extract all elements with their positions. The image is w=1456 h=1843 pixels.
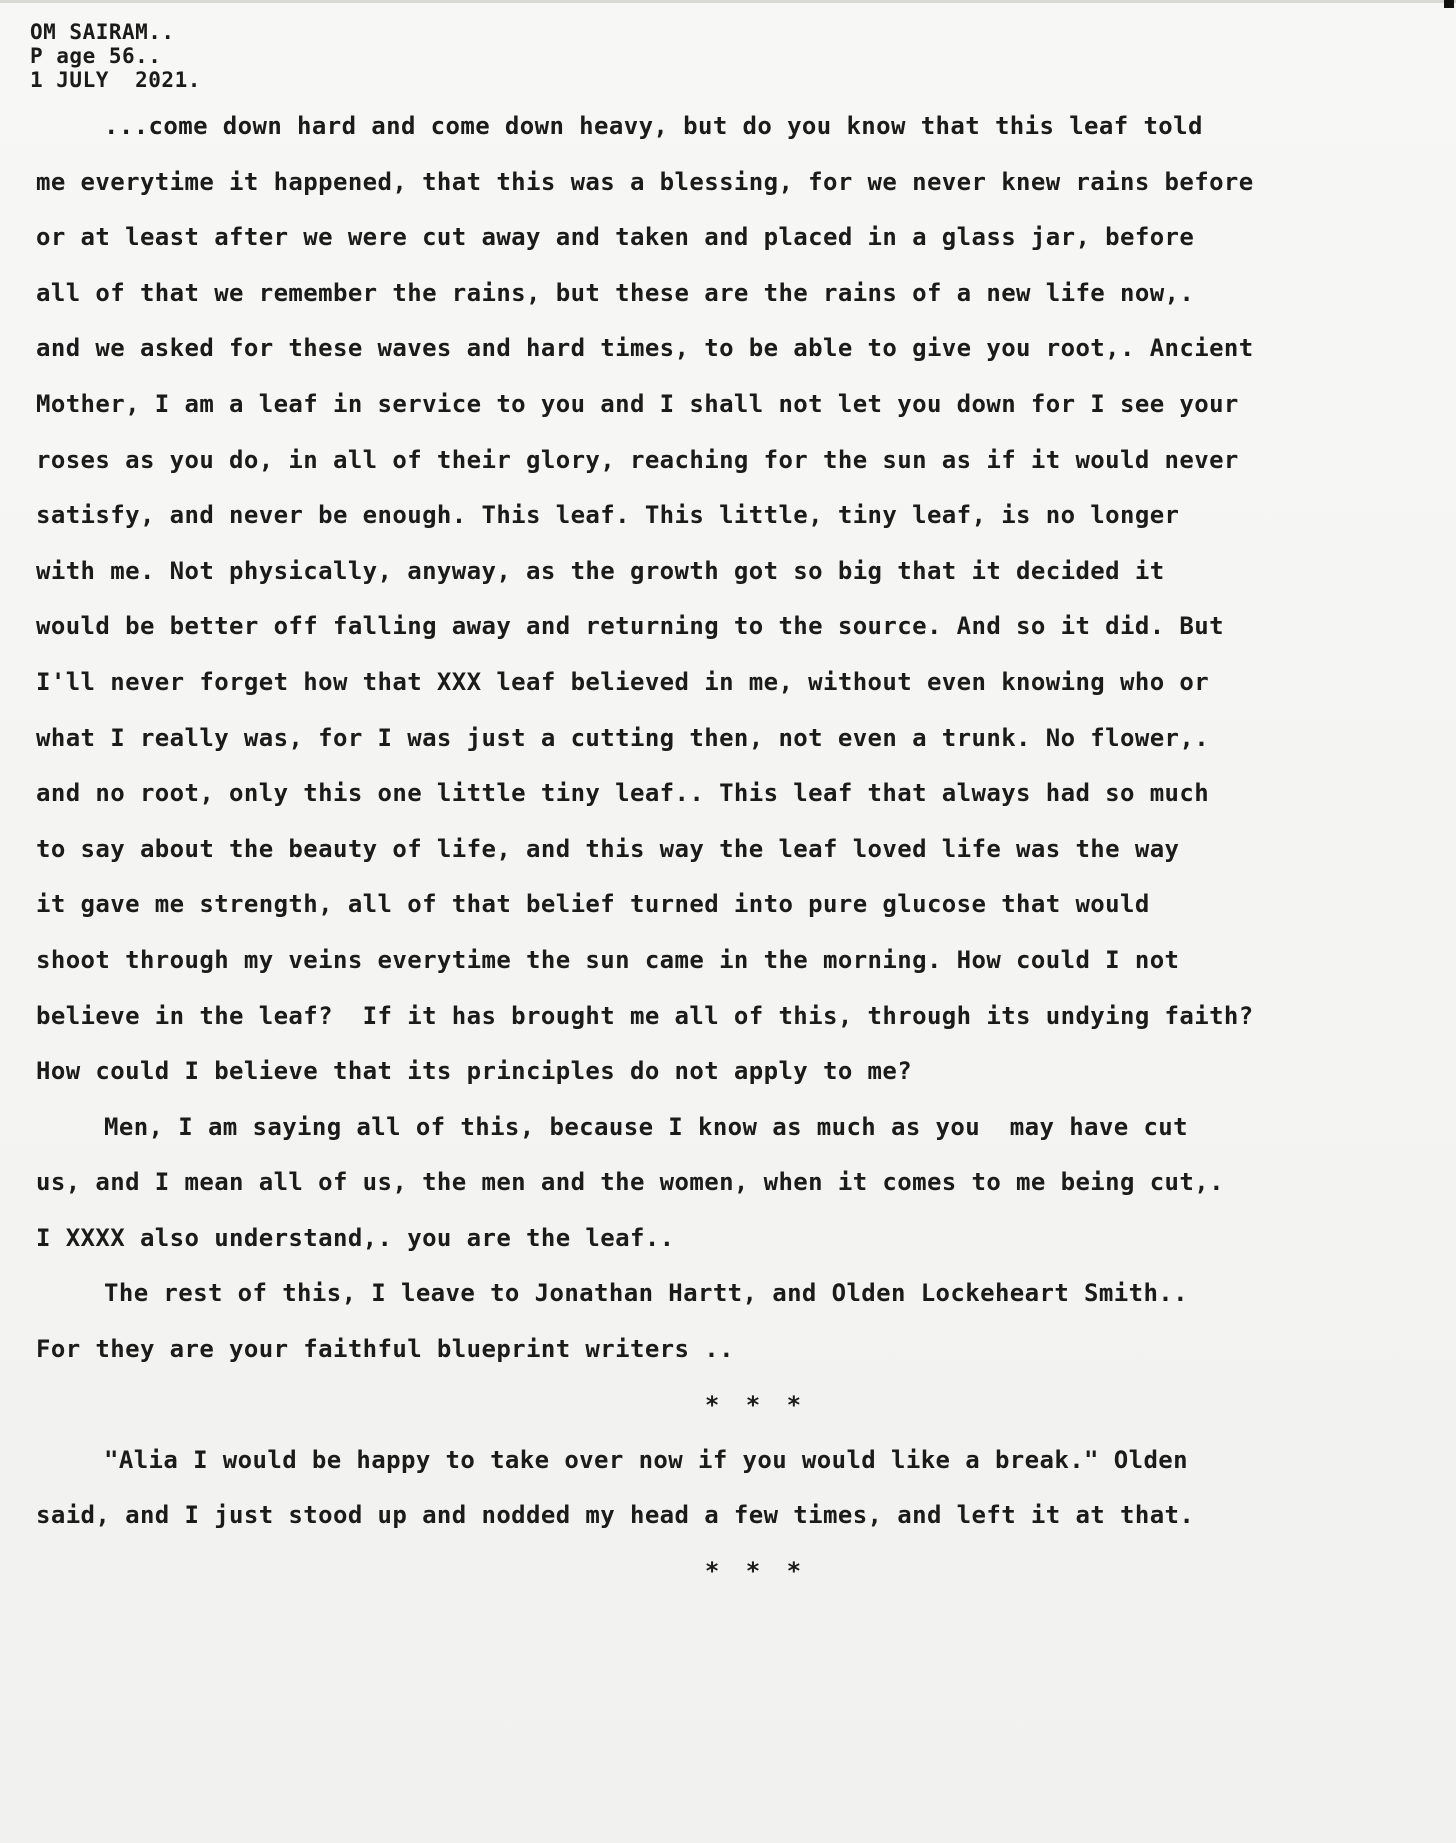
text-line: shoot through my veins everytime the sun came in the morning. How could I not xyxy=(36,945,1180,974)
text-line: all of that we remember the rains, but these are the rains of a new life now,. xyxy=(36,278,1195,307)
text-line: it gave me strength, all of that belief turned into pure glucose that would xyxy=(36,890,1150,919)
text-line: believe in the leaf? If it has brought me all of this, through its undying faith? xyxy=(36,1001,1254,1030)
body-text xyxy=(36,110,1436,1610)
section-separator: * * * xyxy=(704,1556,808,1585)
text-line: ...come down hard and come down heavy, but do you know that this leaf told xyxy=(104,112,1203,140)
text-line: and we asked for these waves and hard times, to be able to give you root,. Ancient xyxy=(36,334,1254,363)
paragraph-1 xyxy=(36,110,1436,1111)
text-line: said, and I just stood up and nodded my head a few times, and left it at that. xyxy=(36,1501,1195,1530)
paragraph-3 xyxy=(36,1277,1436,1388)
text-line: The rest of this, I leave to Jonathan Hartt, and Olden Lockeheart Smith.. xyxy=(104,1279,1188,1308)
text-line: I XXXX also understand,. you are the leaf.. xyxy=(36,1223,675,1252)
text-line: roses as you do, in all of their glory, reaching for the sun as if it would never xyxy=(36,445,1239,474)
text-line: I'll never forget how that XXX leaf believed in me, without even knowing who or xyxy=(36,667,1210,696)
text-line: and no root, only this one little tiny leaf.. This leaf that always had so much xyxy=(36,779,1210,808)
section-separator: * * * xyxy=(704,1390,808,1419)
text-line: How could I believe that its principles do not apply to me? xyxy=(36,1057,913,1086)
paragraph-4 xyxy=(36,1444,1436,1555)
corner-ink-mark xyxy=(1444,0,1454,8)
text-line: us, and I mean all of us, the men and the women, when it comes to me being cut,. xyxy=(36,1168,1224,1197)
text-line: satisfy, and never be enough. This leaf. This little, tiny leaf, is no longer xyxy=(36,501,1180,530)
header-page-number: P age 56.. xyxy=(30,44,162,68)
text-line: For they are your faithful blueprint writers .. xyxy=(36,1335,734,1364)
text-line: would be better off falling away and returning to the source. And so it did. But xyxy=(36,612,1224,641)
text-line: or at least after we were cut away and taken and placed in a glass jar, before xyxy=(36,223,1195,252)
text-line: what I really was, for I was just a cutting then, not even a trunk. No flower,. xyxy=(36,723,1210,752)
text-line: me everytime it happened, that this was a blessing, for we never knew rains before xyxy=(36,167,1254,196)
page-header xyxy=(30,20,201,92)
text-line: to say about the beauty of life, and this way the leaf loved life was the way xyxy=(36,834,1180,863)
text-line: Men, I am saying all of this, because I know as much as you may have cut xyxy=(104,1112,1188,1141)
paragraph-2 xyxy=(36,1111,1436,1278)
text-line: Mother, I am a leaf in service to you and I shall not let you down for I see your xyxy=(36,389,1239,418)
page-top-edge xyxy=(0,0,1456,3)
header-title: OM SAIRAM.. xyxy=(30,20,175,44)
text-line: with me. Not physically, anyway, as the growth got so big that it decided it xyxy=(36,556,1165,585)
text-line: "Alia I would be happy to take over now if you would like a break." Olden xyxy=(104,1445,1188,1474)
header-date: 1 JULY 2021. xyxy=(30,68,201,92)
